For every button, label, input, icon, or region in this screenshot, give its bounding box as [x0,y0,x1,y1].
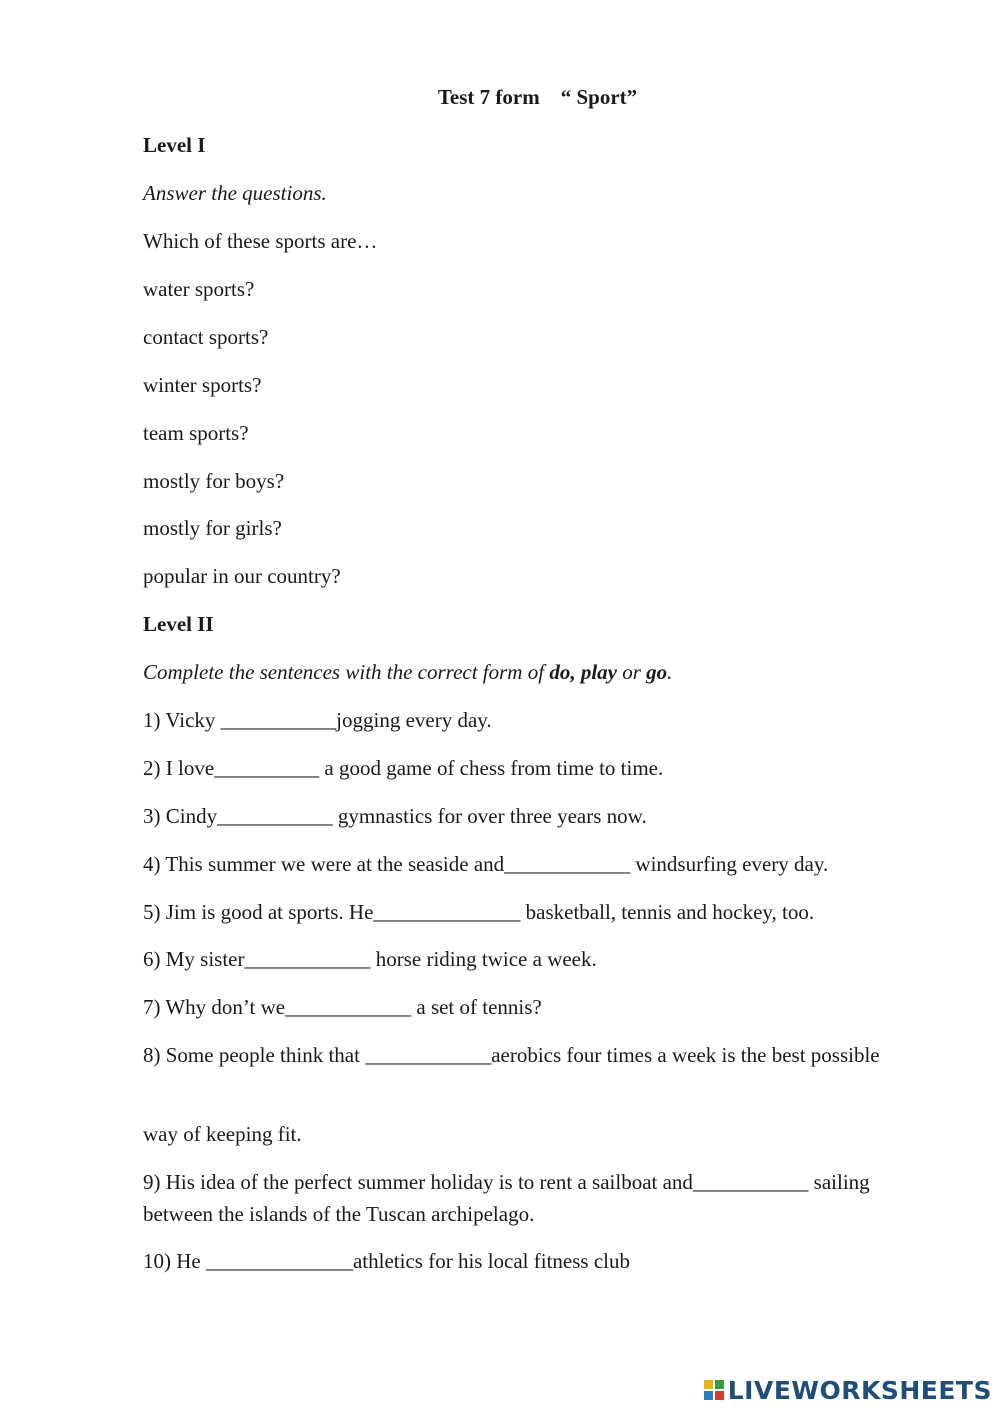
sentence-item: 9) His idea of the perfect summer holiday is to rent a sailboat and___________ sailing between the islands of the Tuscan archipelago. [143,1170,870,1226]
sentence-item: 10) He ______________athletics for his local fitness club [143,1249,630,1273]
logo-mark-icon [704,1380,724,1400]
logo-text: LIVEWORKSHEETS [727,1375,992,1405]
question-item: mostly for boys? [143,469,285,493]
question-item: water sports? [143,277,255,301]
question-item: mostly for girls? [143,516,282,540]
logo-square [704,1391,713,1400]
sentence-item: 2) I love__________ a good game of chess from time to time. [143,756,664,780]
level-2-instruction: Complete the sentences with the correct form of do, play or go. [143,660,673,684]
logo-square [704,1380,713,1389]
logo-square [715,1380,724,1389]
sentence-item: 5) Jim is good at sports. He______________ basketball, tennis and hockey, too. [143,900,815,924]
sentence-item: 6) My sister____________ horse riding twice a week. [143,947,597,971]
sentence-item: 8) Some people think that ____________aerobics four times a week is the best possible [143,1043,880,1067]
question-item: winter sports? [143,373,262,397]
sentence-continuation: way of keeping fit. [143,1122,302,1146]
sentence-item: 4) This summer we were at the seaside and____________ windsurfing every day. [143,852,829,876]
question-item: team sports? [143,421,249,445]
liveworksheets-logo [704,1375,992,1405]
sentence-item: 7) Why don’t we____________ a set of tennis? [143,995,542,1019]
question-item: contact sports? [143,325,269,349]
level-2-heading: Level II [143,612,214,636]
level-1-heading: Level I [143,133,206,157]
sentence-item: 1) Vicky ___________jogging every day. [143,708,492,732]
sentence-item: 3) Cindy___________ gymnastics for over three years now. [143,804,647,828]
logo-square [715,1391,724,1400]
question-item: popular in our country? [143,564,341,588]
level-1-instruction: Answer the questions. [143,181,327,205]
page-title: Test 7 form “ Sport” [437,85,638,109]
level-1-intro: Which of these sports are… [143,229,378,253]
